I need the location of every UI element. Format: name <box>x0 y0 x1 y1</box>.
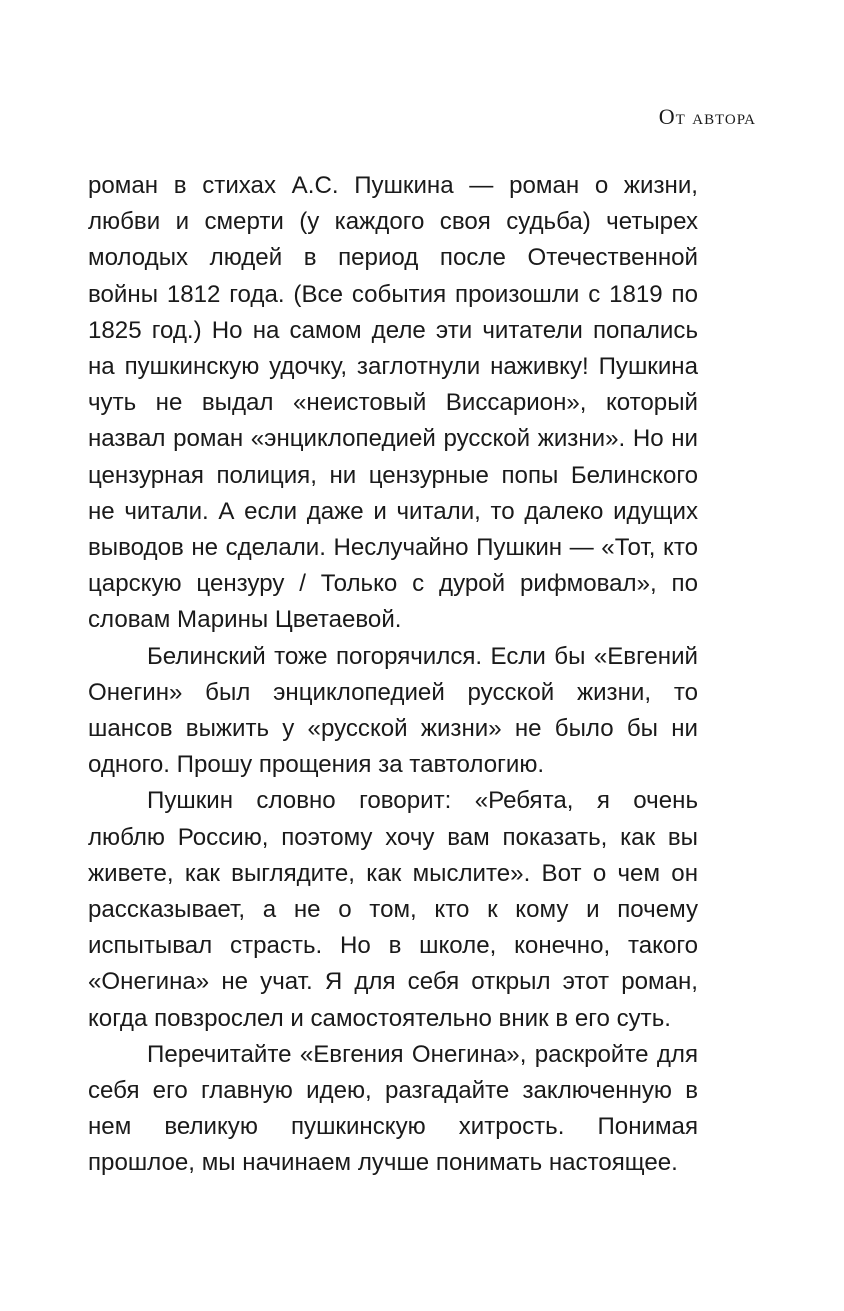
paragraph-continuation: роман в стихах А.С. Пушкина — роман о жизни, любви и смерти (у каждого своя судьба) четырех молодых людей в период после Отечественной войны 1812 года. (Все события произошли с 1819 по 1825 год.) Но на самом деле эти читатели попались на пушкинскую удочку, заглотнули наживку! Пушкина чуть не выдал «неистовый Виссарион», который назвал роман «энциклопедией русской жизни». Но ни цензурная полиция, ни цензурные попы Белинского не читали. А если даже и читали, то далеко идущих выводов не сделали. Неслучайно Пушкин — «Тот, кто царскую цензуру / Только с дурой рифмовал», по словам Марины Цветаевой. <box>88 172 698 634</box>
paragraph-pushkin-says: Пушкин словно говорит: «Ребята, я очень люблю Россию, поэтому хочу вам показать, как вы живете, как выглядите, как мыслите». Вот о чем он рассказывает, а не о том, кто к кому и почему испытывал страсть. Но в школе, конечно, такого «Онегина» не учат. Я для себя открыл этот роман, когда повзрослел и самостоятельно вник в его суть. <box>88 787 698 1032</box>
paragraph-belinsky: Белинский тоже погорячился. Если бы «Евгений Онегин» был энциклопедией русской жизни, то шансов выжить у «русской жизни» не было бы ни одного. Прошу прощения за тавтологию. <box>88 642 698 779</box>
body-text <box>88 168 698 1182</box>
paragraph-reread: Перечитайте «Евгения Онегина», раскройте для себя его главную идею, разгадайте заключенную в нем великую пушкинскую хитрость. Понимая прошлое, мы начинаем лучше понимать настоящее. <box>88 1040 698 1177</box>
running-header: От автора <box>658 104 756 129</box>
